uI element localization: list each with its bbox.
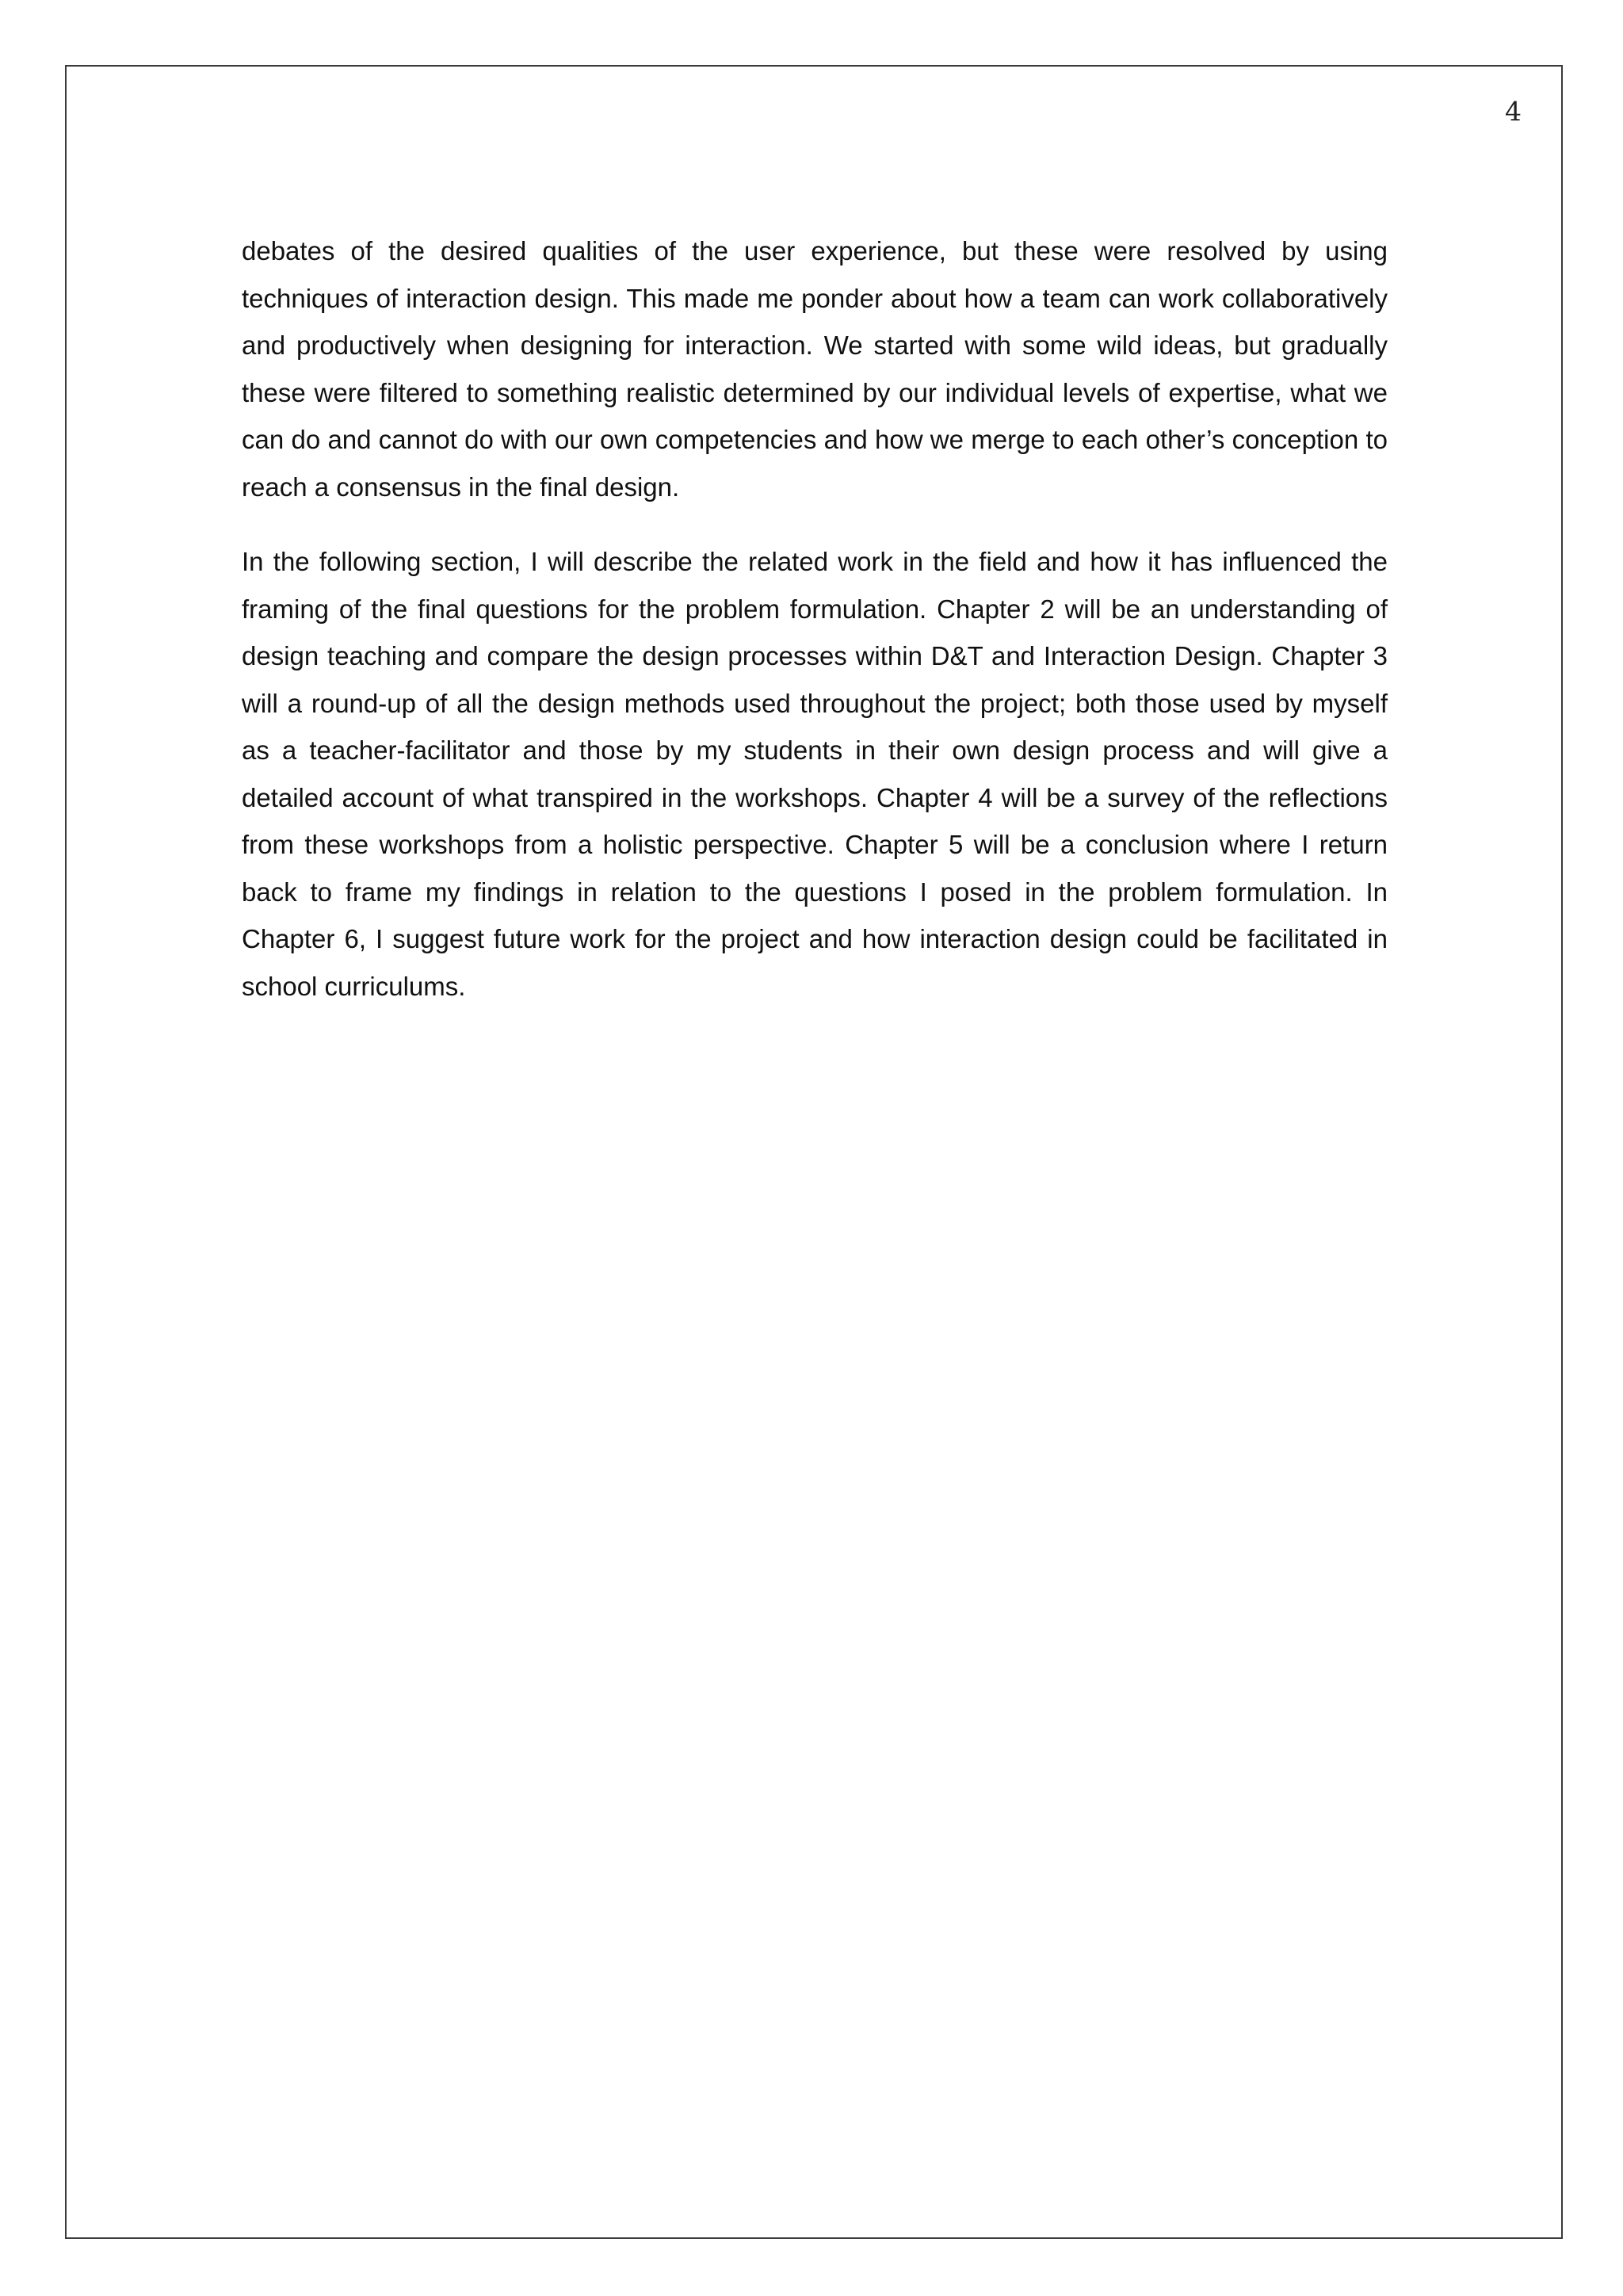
paragraph-1: debates of the desired qualities of the user experience, but these were resolved by using techniques of interaction design. This made me ponder about how a team can work collaboratively and productively when designing for interaction. We started with some wild ideas, but gradually these were filtered to something realistic determined by our individual levels of expertise, what we can do and cannot do with our own competencies and how we merge to each other’s conception to reach a consensus in the final design. [242,236,1388,502]
body-text [242,227,1388,1037]
paragraph-2: In the following section, I will describe the related work in the field and how it has influenced the framing of the final questions for the problem formulation. Chapter 2 will be an understanding of design teaching and compare the design processes within D&T and Interaction Design. Chapter 3 will a round-up of all the design methods used throughout the project; both those used by myself as a teacher-facilitator and those by my students in their own design process and will give a detailed account of what transpired in the workshops. Chapter 4 will be a survey of the reflections from these workshops from a holistic perspective. Chapter 5 will be a conclusion where I return back to frame my findings in relation to the questions I posed in the problem formulation. In Chapter 6, I suggest future work for the project and how interaction design could be facilitated in school curriculums. [242,547,1388,1001]
page-number: 4 [1505,96,1522,127]
